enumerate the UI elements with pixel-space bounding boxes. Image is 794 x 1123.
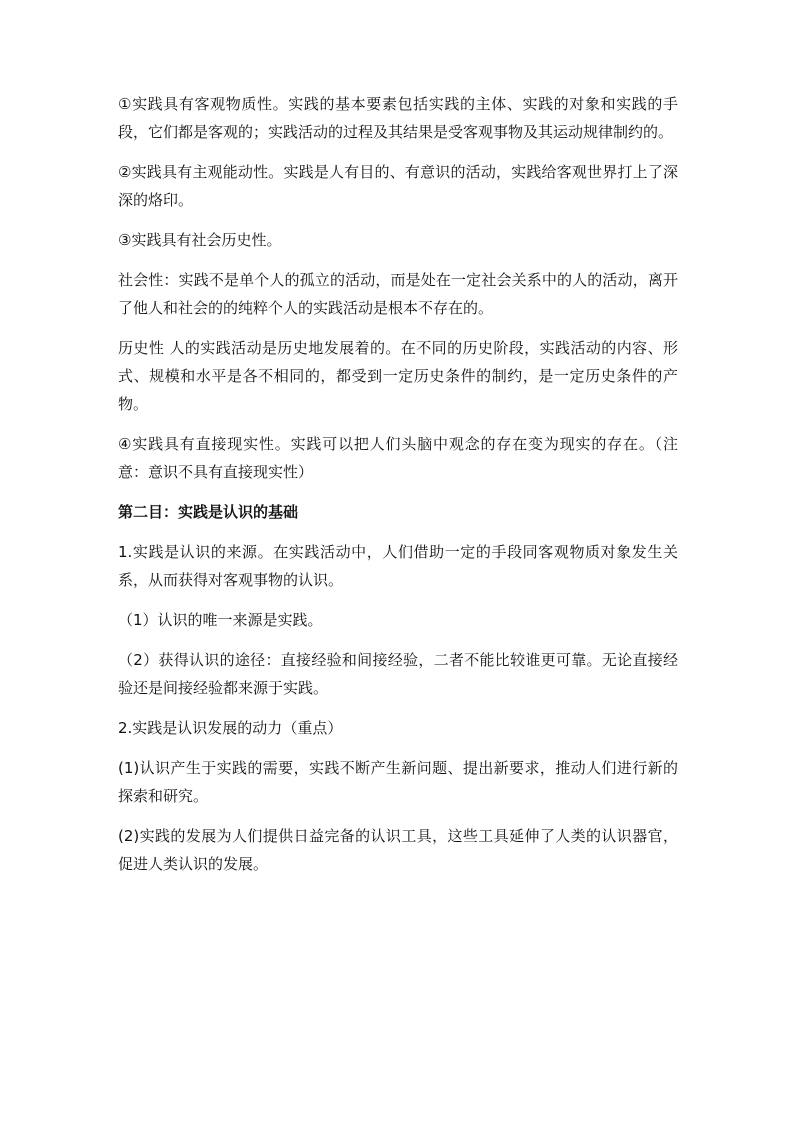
section-heading: 第二目：实践是认识的基础: [118, 503, 299, 521]
paragraph-driving-force: 2.实践是认识发展的动力（重点）: [118, 719, 343, 737]
paragraph-tools-of-knowing: (2)实践的发展为人们提供日益完备的认识工具，这些工具延伸了人类的认识器官，促进人类认识的发展。: [118, 827, 678, 873]
paragraph-subjective-initiative: ②实践具有主观能动性。实践是人有目的、有意识的活动，实践给客观世界打上了深深的烙印。: [118, 163, 678, 209]
paragraph-direct-reality: ④实践具有直接现实性。实践可以把人们头脑中观念的存在变为现实的存在。（注意：意识不具有直接现实性）: [118, 435, 678, 481]
paragraph-social-historicity: ③实践具有社会历史性。: [118, 231, 282, 249]
paragraph-objective-materiality: ①实践具有客观物质性。实践的基本要素包括实践的主体、实践的对象和实践的手段，它们都是客观的；实践活动的过程及其结果是受客观事物及其运动规律制约的。: [118, 95, 678, 141]
paragraph-sociality: 社会性：实践不是单个人的孤立的活动，而是处在一定社会关系中的人的活动，离开了他人和社会的的纯粹个人的实践活动是根本不存在的。: [118, 271, 678, 317]
document-page: [118, 90, 678, 890]
paragraph-only-source: （1）认识的唯一来源是实践。: [118, 611, 323, 629]
paragraph-ways-of-knowing: （2）获得认识的途径：直接经验和间接经验，二者不能比较谁更可靠。无论直接经验还是间接经验都来源于实践。: [118, 651, 678, 697]
paragraph-historicity: 历史性 人的实践活动是历史地发展着的。在不同的历史阶段，实践活动的内容、形式、规模和水平是各不相同的，都受到一定历史条件的制约，是一定历史条件的产物。: [118, 339, 678, 413]
paragraph-source-of-knowledge: 1.实践是认识的来源。在实践活动中，人们借助一定的手段同客观物质对象发生关系，从而获得对客观事物的认识。: [118, 543, 678, 589]
paragraph-needs-of-practice: (1)认识产生于实践的需要，实践不断产生新问题、提出新要求，推动人们进行新的探索和研究。: [118, 759, 678, 805]
